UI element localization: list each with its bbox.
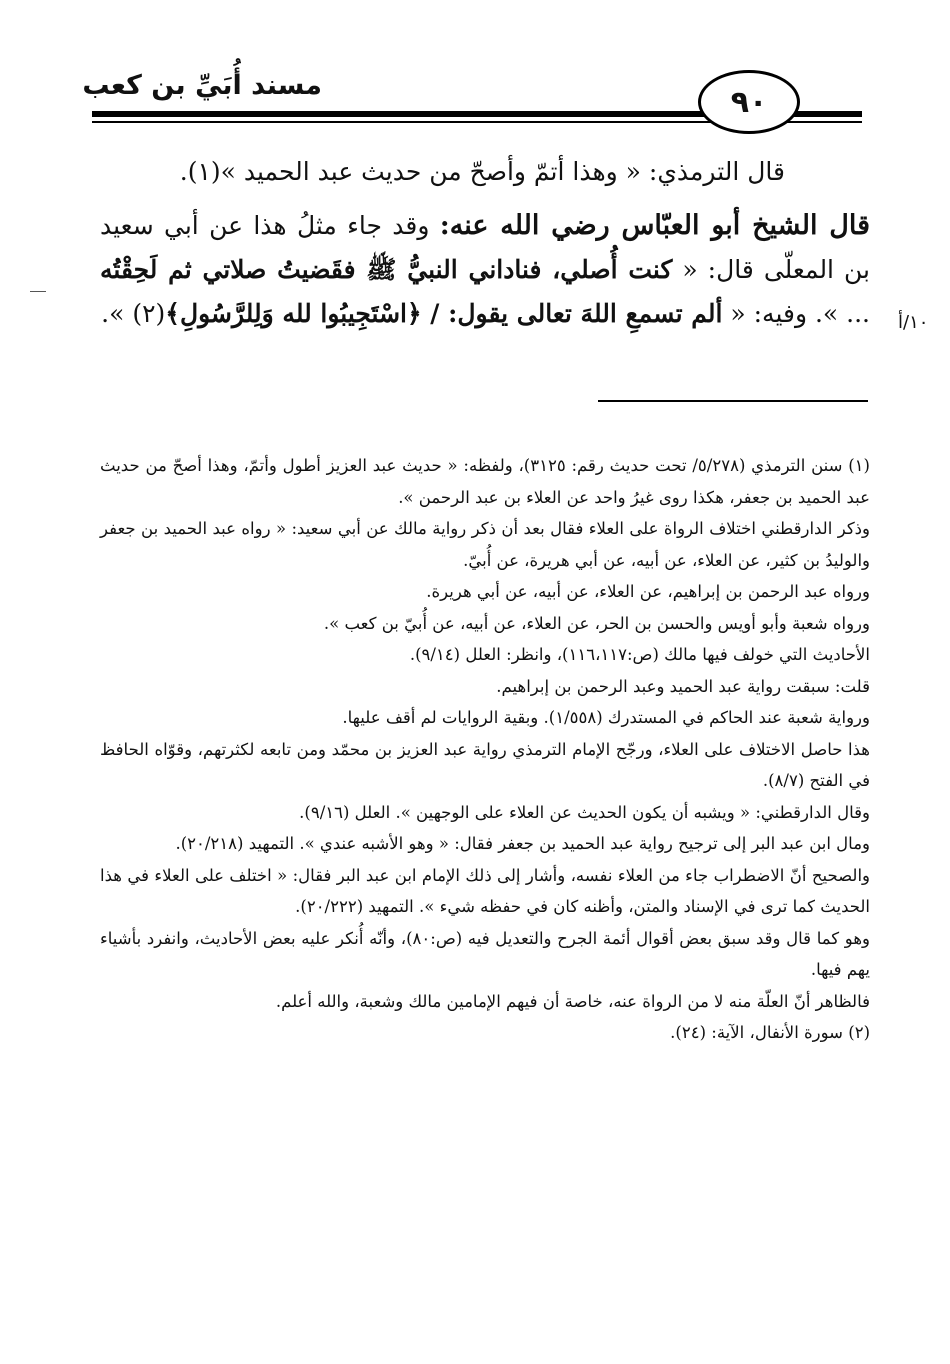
- footnote-paragraph: وقال الدارقطني: « ويشبه أن يكون الحديث عن العلاء على الوجهين ». العلل (٩/١٦).: [299, 802, 870, 822]
- footnote-paragraph: ورواه عبد الرحمن بن إبراهيم، عن العلاء، عن أبيه، عن أبي هريرة.: [426, 582, 870, 601]
- footnote-paragraph: وذكر الدارقطني اختلاف الرواة على العلاء فقال بعد أن ذكر رواية مالك عن أبي سعيد: « رواه عبد الحميد بن جعفر والوليدُ بن كثير، عن العلاء، عن أبيه، عن أبي هريرة، عن أُبيّ.: [100, 519, 870, 570]
- footnote-separator: [598, 400, 868, 402]
- page-number-oval: [698, 70, 800, 134]
- footnote-paragraph: فالظاهر أنّ العلّة منه لا من الرواة عنه، خاصة أن فيهم الإمامين مالك وشعبة، والله أعلم.: [275, 991, 870, 1011]
- footnote-paragraph: وهو كما قال وقد سبق بعض أقوال أئمة الجرح والتعديل فيه (ص:٨٠)، وأنّه أُنكر عليه بعض الأحاديث، وانفرد بأشياء يهم فيها.: [100, 928, 870, 979]
- manuscript-folio-ref: ١٠/أ: [898, 312, 929, 333]
- shaykh-paragraph: [100, 204, 870, 336]
- footnote-paragraph: هذا حاصل الاختلاف على العلاء، ورجّح الإمام الترمذي رواية عبد العزيز بن محمّد ومن تابعه لكثرتهم، وقوّاه الحافظ في الفتح (٨/٧).: [100, 739, 870, 790]
- footnotes: [100, 450, 870, 1049]
- paragraph-text-3: (٢) ».: [101, 299, 166, 328]
- paragraph-text-1: وقد جاء مثلُ هذا عن أبي سعيد بن المعلّى قال: «: [100, 211, 870, 284]
- footnote-paragraph: ومال ابن عبد البر إلى ترجيح رواية عبد الحميد بن جعفر فقال: « وهو الأشبه عندي ». التمهيد (٢٠/٢١٨).: [175, 834, 870, 853]
- shaykh-lead-phrase: قال الشيخ أبو العبّاس رضي الله عنه:: [439, 210, 870, 241]
- tirmidhi-quote-line: قال الترمذي: « وهذا أتمّ وأصحّ من حديث عبد الحميد »(١).: [179, 157, 785, 186]
- hadith-text-bold-1: كنت أُصلي، فناداني النبيُّ ﷺ فقَضيتُ صلاتي ثم لَحِقْتُه: [100, 255, 673, 284]
- paragraph-text-2: ... ». وفيه: «: [722, 299, 870, 328]
- margin-tick-mark: [30, 291, 46, 292]
- footnote-paragraph: والصحيح أنّ الاضطراب جاء من العلاء نفسه، وأشار إلى ذلك الإمام ابن عبد البر فقال: « اختلف على العلاء في هذا الحديث كما ترى في الإسناد والمتن، وأظنه كان في حفظه شيء ». التمهيد (٢٠/٢٢٢).: [100, 865, 870, 916]
- footnote-1: (١) سنن الترمذي (٥/٢٧٨/ تحت حديث رقم: ٣١٢٥)، ولفظه: « حديث عبد العزيز أطول وأتمّ، وهذا أصحّ من حديث عبد الحميد بن جعفر، هكذا روى غيرُ واحد عن العلاء بن عبد الرحمن ».: [100, 456, 870, 507]
- footnote-paragraph: الأحاديث التي خولف فيها مالك (ص:١١٦،١١٧)، وانظر: العلل (٩/١٤).: [409, 645, 870, 664]
- page-number: ٩٠: [730, 84, 768, 120]
- footnote-paragraph: ورواية شعبة عند الحاكم في المستدرك (١/٥٥٨). وبقية الروايات لم أقف عليها.: [342, 708, 870, 727]
- main-text: [100, 150, 870, 336]
- footnote-paragraph: ورواه شعبة وأبو أويس والحسن بن الحر، عن العلاء، عن أبيه، عن أُبيّ بن كعب ».: [323, 613, 870, 633]
- footnote-paragraph: قلت: سبقت رواية عبد الحميد وعبد الرحمن بن إبراهيم.: [496, 676, 870, 696]
- hadith-text-bold-2: ألم تسمعِ اللهَ تعالى يقول: / ﴿اسْتَجِيبُوا لله وَلِلرَّسُولِ﴾: [165, 299, 723, 328]
- running-header-title: مسند أُبَيِّ بن كعب: [82, 70, 322, 101]
- footnote-2: (٢) سورة الأنفال، الآية: (٢٤).: [670, 1023, 870, 1042]
